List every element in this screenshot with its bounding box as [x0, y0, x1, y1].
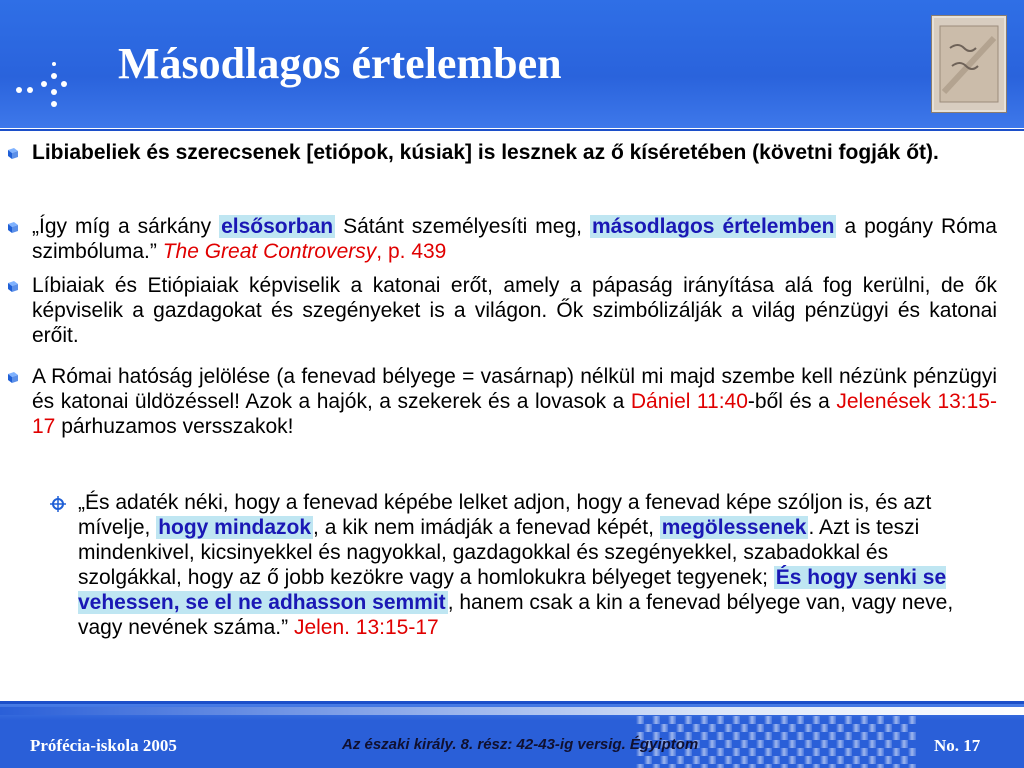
title-bar — [0, 0, 1024, 128]
source-title: The Great Controversy — [162, 240, 377, 263]
cube-bullet-icon — [6, 370, 20, 384]
bullet-text: Líbiaiak és Etiópiaiak képviselik a katonai erőt, amely a pápaság irányítása alá fog kerülni, de ők képviselik a gazdagokat és szegényeket is a világon. Ők szimbólizálják a világ pénzügyi és katonai erőit. — [32, 274, 997, 347]
text-run: Sátánt személyesíti meg, — [335, 215, 590, 238]
footer-lesson-title: Az északi király. 8. rész: 42-43-ig versig. Égyiptom — [342, 736, 699, 753]
bullet-text: Libiabeliek és szerecsenek [etiópok, kúsiak] is lesznek az ő kíséretében (követni fogják őt). — [32, 141, 939, 164]
text-run: -ből és a — [747, 390, 837, 413]
text-run: , a kik nem imádják a fenevad képét, — [313, 516, 660, 539]
highlighted-term: megölessenek — [661, 516, 807, 539]
footer-divider — [0, 701, 1024, 704]
text-run: A Római hatóság jelölése (a fenevad bélyege = vasárnap) nélkül mi majd szembe kell nézünk pénzügyi és katonai üldözéssel! Azok a hajók, a szekerek és a lovasok a — [32, 365, 997, 413]
dot-cluster-icon — [14, 60, 80, 108]
cube-bullet-icon — [6, 220, 20, 234]
slide-title: Másodlagos értelemben — [118, 39, 562, 88]
text-run: párhuzamos versszakok! — [55, 415, 294, 438]
source-page: , p. 439 — [376, 240, 447, 263]
bible-reference: Jelen. 13:15-17 — [293, 616, 439, 639]
text-run: , hanem csak a kin a fenevad bélyege van, vagy neve, vagy nevének száma.” — [78, 591, 954, 639]
title-divider — [0, 129, 1024, 131]
text-run: „És adaték néki, hogy a fenevad képébe lelket adjon, hogy a fenevad képe szóljon is, és azt mívelje, — [78, 491, 932, 539]
bible-reference: Jelenések 13:15-17 — [32, 390, 997, 438]
text-run: a pogány Róma szimbóluma.” — [32, 215, 997, 263]
highlighted-term: hogy mindazok — [158, 516, 312, 539]
slide-number: No. 17 — [934, 736, 981, 755]
bullet-text — [32, 364, 997, 439]
bible-logo-image — [932, 16, 1006, 112]
highlighted-term: elsősorban — [221, 215, 334, 238]
quote-text — [78, 490, 988, 640]
footer-stripe — [0, 707, 1024, 715]
bible-reference: Dániel 11:40 — [630, 390, 748, 413]
highlighted-term: És hogy senki se vehessen, se el ne adhasson semmit — [78, 566, 947, 614]
bullet-text — [32, 214, 997, 264]
crosshair-bullet-icon — [50, 496, 66, 512]
cube-bullet-icon — [6, 146, 20, 160]
text-run: . Azt is teszi mindenkivel, kicsinyekkel és nagyokkal, gazdagokkal és szegényekkel, szabadokkal és szolgákkal, hogy az ő jobb kezökre vagy a homlokukra bélyeget tegyenek; — [78, 516, 920, 589]
highlighted-term: másodlagos értelemben — [591, 215, 835, 238]
text-run: „Így míg a sárkány — [32, 215, 220, 238]
footer-course-name: Prófécia-iskola 2005 — [30, 736, 177, 755]
cube-bullet-icon — [6, 279, 20, 293]
